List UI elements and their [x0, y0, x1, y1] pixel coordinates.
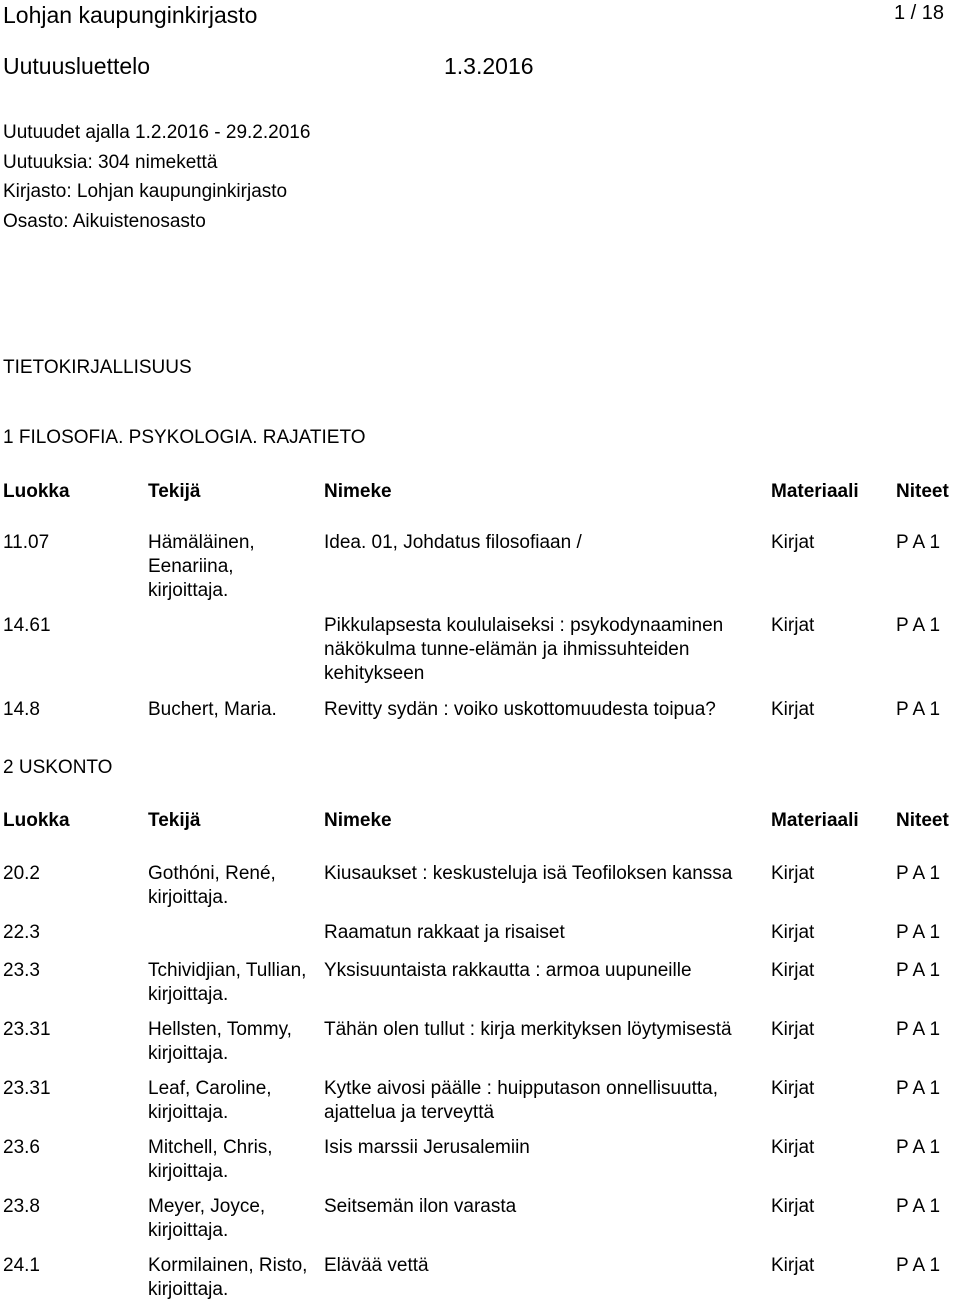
- meta-period: Uutuudet ajalla 1.2.2016 - 29.2.2016: [3, 122, 311, 143]
- column-header-tekija: Tekijä: [148, 810, 201, 831]
- top-section-heading: TIETOKIRJALLISUUS: [3, 357, 192, 378]
- column-header-materiaali: Materiaali: [771, 810, 859, 831]
- cell-nimeke: Yksisuuntaista rakkautta : armoa uupuneille: [324, 960, 692, 981]
- cell-tekija: Hämäläinen, Eenariina, kirjoittaja.: [148, 532, 255, 601]
- cell-luokka: 24.1: [3, 1255, 40, 1276]
- cell-materiaali: Kirjat: [771, 532, 815, 553]
- cell-nimeke: Revitty sydän : voiko uskottomuudesta toipua?: [324, 699, 716, 720]
- cell-nimeke: Seitsemän ilon varasta: [324, 1196, 517, 1217]
- cell-materiaali: Kirjat: [771, 922, 815, 943]
- cell-materiaali: Kirjat: [771, 615, 815, 636]
- column-header-niteet: Niteet: [896, 810, 949, 831]
- cell-nimeke: Tähän olen tullut : kirja merkityksen löytymisestä: [324, 1019, 732, 1040]
- cell-nimeke: Idea. 01, Johdatus filosofiaan /: [324, 532, 582, 553]
- cell-tekija: Kormilainen, Risto, kirjoittaja.: [148, 1255, 308, 1300]
- page-number: 1 / 18: [893, 2, 944, 24]
- cell-nimeke: Isis marssii Jerusalemiin: [324, 1137, 530, 1158]
- column-header-tekija: Tekijä: [148, 481, 201, 502]
- cell-materiaali: Kirjat: [771, 1019, 815, 1040]
- list-meta: [3, 118, 310, 236]
- cell-nimeke: Raamatun rakkaat ja risaiset: [324, 922, 565, 943]
- cell-materiaali: Kirjat: [771, 1196, 815, 1217]
- cell-tekija: Leaf, Caroline, kirjoittaja.: [148, 1078, 272, 1123]
- cell-materiaali: Kirjat: [771, 1137, 815, 1158]
- cell-tekija: Meyer, Joyce, kirjoittaja.: [148, 1196, 266, 1241]
- list-date: 1.3.2016: [444, 53, 534, 79]
- meta-count: Uutuuksia: 304 nimekettä: [3, 151, 218, 173]
- column-header-materiaali: Materiaali: [771, 481, 859, 502]
- cell-nimeke: Elävää vettä: [324, 1255, 429, 1276]
- cell-materiaali: Kirjat: [771, 960, 815, 981]
- library-name: Lohjan kaupunginkirjasto: [3, 2, 258, 28]
- cell-tekija: Hellsten, Tommy, kirjoittaja.: [148, 1019, 292, 1064]
- cell-niteet: P A 1: [896, 1255, 941, 1276]
- cell-luokka: 14.61: [3, 615, 51, 636]
- column-header-luokka: Luokka: [3, 810, 70, 831]
- cell-tekija: Tchividjian, Tullian, kirjoittaja.: [148, 960, 307, 1005]
- cell-materiaali: Kirjat: [771, 1255, 815, 1276]
- cell-nimeke: Kytke aivosi päälle : huipputason onnellisuutta, ajattelua ja terveyttä: [324, 1078, 718, 1123]
- cell-luokka: 22.3: [3, 922, 40, 943]
- cell-niteet: P A 1: [896, 960, 941, 981]
- cell-luokka: 23.31: [3, 1078, 51, 1099]
- cell-materiaali: Kirjat: [771, 699, 815, 720]
- cell-nimeke: Kiusaukset : keskusteluja isä Teofiloksen kanssa: [324, 863, 733, 884]
- cell-luokka: 20.2: [3, 863, 40, 884]
- meta-library: Kirjasto: Lohjan kaupunginkirjasto: [3, 181, 288, 202]
- cell-niteet: P A 1: [896, 1137, 941, 1158]
- column-header-nimeke: Nimeke: [324, 481, 392, 502]
- list-title: Uutuusluettelo: [3, 53, 151, 79]
- column-header-luokka: Luokka: [3, 481, 70, 502]
- section-heading: 2 USKONTO: [3, 757, 113, 778]
- cell-niteet: P A 1: [896, 1078, 941, 1099]
- cell-materiaali: Kirjat: [771, 1078, 815, 1099]
- cell-niteet: P A 1: [896, 532, 941, 553]
- cell-niteet: P A 1: [896, 615, 941, 636]
- column-header-niteet: Niteet: [896, 481, 949, 502]
- column-header-nimeke: Nimeke: [324, 810, 392, 831]
- cell-luokka: 14.8: [3, 699, 40, 720]
- cell-luokka: 23.6: [3, 1137, 40, 1158]
- cell-tekija: Buchert, Maria.: [148, 699, 277, 720]
- cell-luokka: 23.8: [3, 1196, 40, 1217]
- cell-luokka: 23.3: [3, 960, 40, 981]
- cell-nimeke: Pikkulapsesta koululaiseksi : psykodynaaminen näkökulma tunne-elämän ja ihmissuhteiden kehitykseen: [324, 615, 724, 684]
- cell-niteet: P A 1: [896, 699, 941, 720]
- cell-luokka: 23.31: [3, 1019, 51, 1040]
- cell-materiaali: Kirjat: [771, 863, 815, 884]
- cell-luokka: 11.07: [3, 532, 50, 553]
- cell-niteet: P A 1: [896, 922, 941, 943]
- cell-niteet: P A 1: [896, 1196, 941, 1217]
- cell-tekija: Gothóni, René, kirjoittaja.: [148, 863, 276, 908]
- section-heading: 1 FILOSOFIA. PSYKOLOGIA. RAJATIETO: [3, 427, 366, 448]
- cell-niteet: P A 1: [896, 863, 941, 884]
- cell-tekija: Mitchell, Chris, kirjoittaja.: [148, 1137, 273, 1182]
- meta-department: Osasto: Aikuistenosasto: [3, 210, 206, 232]
- cell-niteet: P A 1: [896, 1019, 941, 1040]
